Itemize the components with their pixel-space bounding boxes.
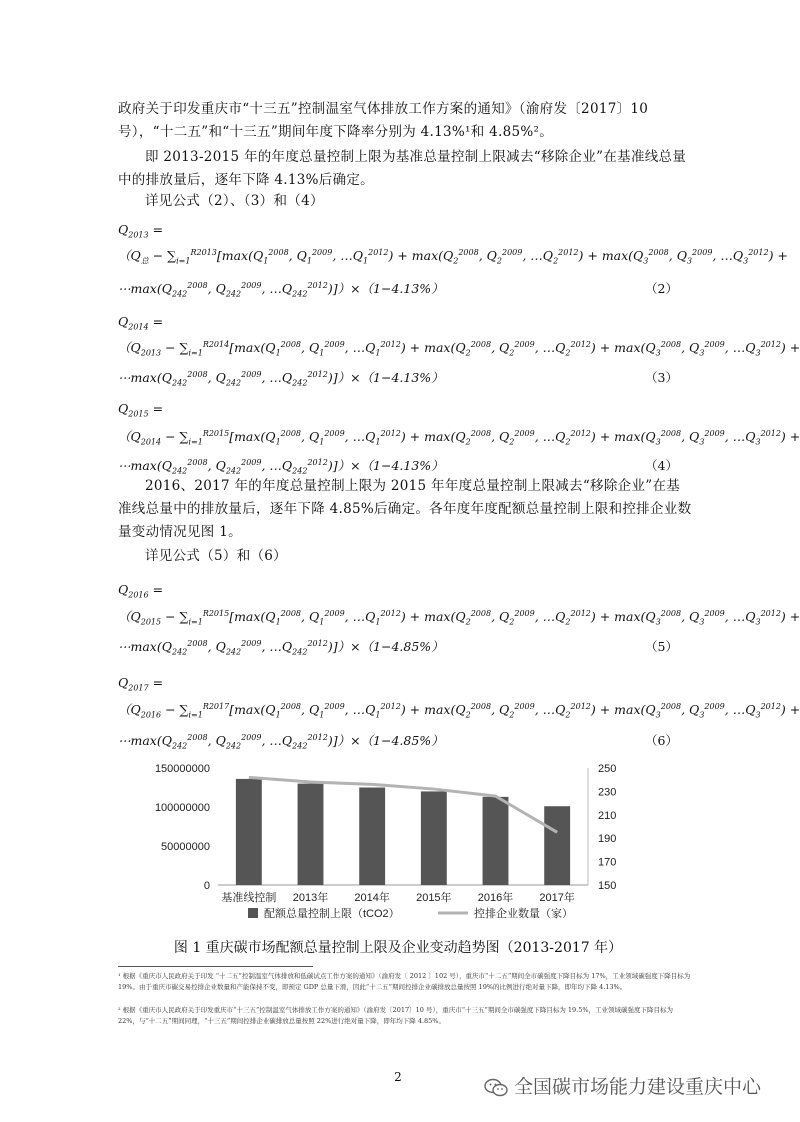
bar xyxy=(544,806,570,885)
formula-3-line1: （$Q_{2013} - \sum_{i=1}^{R2014}[\max(Q_1^{2008}$, $Q_1^{2009}$, $\dots Q_1^{2012}) + \max(Q_2^{2008}$, $Q_2^{2009}$, $\dots Q_2^{2012}) + \max(Q_3^{2008}$, $Q_3^{2009}$, $\dots Q_3^{2012}$) + xyxy=(118,339,800,358)
y-right-tick-label: 210 xyxy=(598,809,617,822)
x-tick-label: 2017年 xyxy=(539,892,575,904)
formula-number-3: （3） xyxy=(645,370,678,385)
legend-line-label: 控排企业数量（家） xyxy=(474,908,573,920)
formula-5-line2: $\cdots\max(Q_{242}^{2008}$, $Q_{242}^{2009}$, $\dots Q_{242}^{2012})])\times(1-4.85\%)$ （5） xyxy=(118,638,678,657)
legend-bar-swatch xyxy=(248,908,258,918)
formula-number-5: （5） xyxy=(645,639,678,654)
y-right-tick-label: 250 xyxy=(598,763,617,775)
combo-chart xyxy=(118,760,678,935)
formula-4-line1: （$Q_{2014} - \sum_{i=1}^{R2015}[\max(Q_1^{2008}$, $Q_1^{2009}$, $\dots Q_1^{2012}) + \max(Q_2^{2008}$, $Q_2^{2009}$, $\dots Q_2^{2012}) + \max(Q_3^{2008}$, $Q_3^{2009}$, $\dots Q_3^{2012}$) + xyxy=(118,428,800,447)
formula-number-6: （6） xyxy=(645,733,678,748)
formula-2-line2: $\cdots\max(Q_{242}^{2008}$, $Q_{242}^{2009}$, $\dots Q_{242}^{2012})])\times(1-4.13\%)$ （2） xyxy=(118,280,678,299)
formula-5-lhs: $Q_{2016}$ = xyxy=(118,582,164,600)
x-tick-label: 基准线控制 xyxy=(221,892,277,904)
formula-6-line1: （$Q_{2016} - \sum_{i=1}^{R2017}[\max(Q_1^{2008}$, $Q_1^{2009}$, $\dots Q_1^{2012}) + \max(Q_2^{2008}$, $Q_2^{2009}$, $\dots Q_2^{2012}) + \max(Q_3^{2008}$, $Q_3^{2009}$, $\dots Q_3^{2012}$) + xyxy=(118,701,800,720)
paragraph-3: 详见公式（2）、（3）和（4） xyxy=(145,193,324,209)
x-tick-label: 2016年 xyxy=(477,892,514,904)
x-tick-label: 2013年 xyxy=(292,892,329,904)
y-left-tick-label: 150000000 xyxy=(154,763,210,775)
formula-3-line2: $\cdots\max(Q_{242}^{2008}$, $Q_{242}^{2009}$, $\dots Q_{242}^{2012})])\times(1-4.13\%)$ （3） xyxy=(118,369,678,388)
line-series xyxy=(249,777,557,832)
wechat-icon xyxy=(484,1078,508,1098)
formula-number-2: （2） xyxy=(645,281,678,296)
bar xyxy=(298,784,324,885)
legend-bar-label: 配额总量控制上限（tCO2） xyxy=(264,908,400,920)
figure-caption: 图 1 重庆碳市场配额总量控制上限及企业变动趋势图（2013-2017 年） xyxy=(173,940,623,956)
footnote-2: ² 根据《重庆市人民政府关于印发重庆市“十三五”控制温室气体排放工作方案的通知》（渝府发〔2017〕10 号），重庆市“十三五”期间全市碳强度下降目标为 19.5%，工业领域碳强度下降目标为 22%，与“十二五”期间同理，“十三五”期间控排企业碳排放总量按照 22%进行绝对量下降，即年均下降 4.85%。 xyxy=(118,1006,674,1025)
paragraph-1: 政府关于印发重庆市“十三五”控制温室气体排放工作方案的通知》（渝府发〔2017〕10 号），“十二五”和“十三五”期间年度下降率分别为 4.13%¹和 4.85%²。 xyxy=(118,101,649,140)
formula-3-lhs: $Q_{2014}$ = xyxy=(118,314,164,332)
y-right-tick-label: 190 xyxy=(598,833,617,846)
bar xyxy=(483,797,509,885)
formula-6-lhs: $Q_{2017}$ = xyxy=(118,675,164,693)
y-left-tick-label: 50000000 xyxy=(161,841,210,853)
x-tick-label: 2014年 xyxy=(354,892,390,904)
paragraph-5: 详见公式（5）和（6） xyxy=(145,548,287,564)
paragraph-2: 即 2013-2015 年的年度总量控制上限为基准总量控制上限减去“移除企业”在基准线总量中的排放量后，逐年下降 4.13%后确定。 xyxy=(118,149,687,188)
bar xyxy=(421,791,447,885)
x-tick-label: 2015年 xyxy=(416,892,452,904)
watermark-text: 全国碳市场能力建设重庆中心 xyxy=(514,1076,762,1098)
footnote-divider xyxy=(118,966,313,967)
y-right-tick-label: 170 xyxy=(598,856,617,869)
bar xyxy=(236,779,262,885)
formula-number-4: （4） xyxy=(645,458,678,473)
y-left-tick-label: 0 xyxy=(203,880,210,892)
watermark xyxy=(484,1072,761,1099)
formula-4-lhs: $Q_{2015}$ = xyxy=(118,401,164,419)
paragraph-4: 2016、2017 年的年度总量控制上限为 2015 年年度总量控制上限减去“移除企业”在基准线总量中的排放量后，逐年下降 4.85%后确定。各年度年度配额总量控制上限和控排企业数量变动情况见图 1。 xyxy=(118,478,692,540)
formula-2-lhs: $Q_{2013}$ = xyxy=(118,222,164,240)
formula-6-line2: $\cdots\max(Q_{242}^{2008}$, $Q_{242}^{2009}$, $\dots Q_{242}^{2012})])\times(1-4.85\%)$ （6） xyxy=(118,732,678,751)
page-number: 2 xyxy=(394,1070,402,1084)
y-left-tick-label: 100000000 xyxy=(154,802,210,814)
formula-5-line1: （$Q_{2015} - \sum_{i=1}^{R2015}[\max(Q_1^{2008}$, $Q_1^{2009}$, $\dots Q_1^{2012}) + \max(Q_2^{2008}$, $Q_2^{2009}$, $\dots Q_2^{2012}) + \max(Q_3^{2008}$, $Q_3^{2009}$, $\dots Q_3^{2012}$) + xyxy=(118,608,800,627)
formula-2-line1: （$Q_总 - \sum_{i=1}^{R2013}[\max(Q_1^{2008}$, $Q_1^{2009}$, $\dots Q_1^{2012}) + \max(Q_2^{2008}$, $Q_2^{2009}$, $\dots Q_2^{2012}) + \max(Q_3^{2008}$, $Q_3^{2009}$, $\dots Q_3^{2012}$) + xyxy=(118,247,788,266)
y-right-tick-label: 150 xyxy=(598,880,617,892)
formula-4-line2: $\cdots\max(Q_{242}^{2008}$, $Q_{242}^{2009}$, $\dots Q_{242}^{2012})])\times(1-4.13\%)$ （4） xyxy=(118,457,678,476)
bar xyxy=(359,788,385,886)
footnote-1: ¹ 根据《重庆市人民政府关于印发 “十二五”控制温室气体排放和低碳试点工作方案的通知》（渝府发〔 2012 〕102 号），重庆市“十二五”期间全市碳强度下降目标为 17%，工业领域碳强度下降目标为 19%。由于重庆市碳交易控排企业数量和产能保持不变，即预定 GDP 总量下滑，因此“十二五”期间控排企业碳排放总量按照 19%的比例进行绝对量下降，即年均下降 4.13%。 xyxy=(118,972,691,991)
y-right-tick-label: 230 xyxy=(598,786,617,799)
